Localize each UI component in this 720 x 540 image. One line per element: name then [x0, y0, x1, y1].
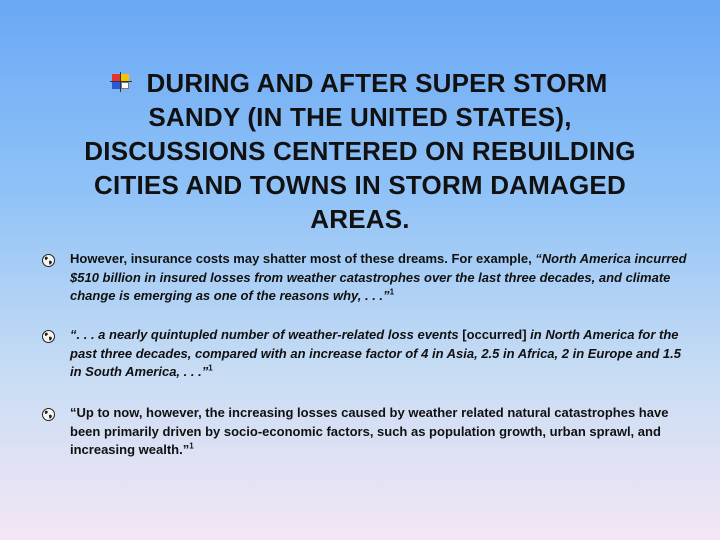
bullet-2-quote-b: in North America for the past three decades, compared with an increase factor of 4 in Asia, 2.5 in Africa, 2 in Europe and 1.5 in South America, . . .” [70, 327, 681, 379]
bullet-1-quote: “North America incurred $510 billion in insured losses from weather catastrophes over the last three decades, and climate change is emerging as one of the reasons why, . . .” [70, 251, 687, 303]
bullet-3-quote: “Up to now, however, the increasing losses caused by weather related natural catastrophes have been primarily driven by socio-economic factors, such as population growth, urban sprawl, and increasing wealth.” [70, 405, 669, 457]
title-text-1: DURING AND AFTER SUPER STORM [146, 68, 608, 98]
bullet-text-2 [70, 326, 690, 382]
bullet-1-footnote: 1 [389, 287, 395, 297]
slide-title [40, 66, 680, 236]
globe-icon [42, 330, 55, 343]
title-line-5: AREAS. [310, 204, 410, 234]
globe-icon [42, 408, 55, 421]
globe-icon [42, 254, 55, 267]
windows-flag-icon [112, 74, 130, 90]
title-line-3: DISCUSSIONS CENTERED ON REBUILDING [84, 136, 636, 166]
bullet-2-footnote: 1 [208, 363, 213, 373]
title-line-1 [40, 66, 680, 100]
bullet-text-1 [70, 250, 690, 306]
bullet-1-lead: However, insurance costs may shatter most of these dreams. For example, [70, 251, 536, 266]
title-line-4: CITIES AND TOWNS IN STORM DAMAGED [94, 170, 626, 200]
bullet-2-bracket: [occurred] [462, 327, 527, 342]
bullet-3-footnote: 1 [189, 441, 194, 451]
bullet-2-quote-a: “. . . a nearly quintupled number of weather-related loss events [70, 327, 463, 342]
bullet-text-3 [70, 404, 690, 460]
title-line-2: SANDY (IN THE UNITED STATES), [148, 102, 572, 132]
